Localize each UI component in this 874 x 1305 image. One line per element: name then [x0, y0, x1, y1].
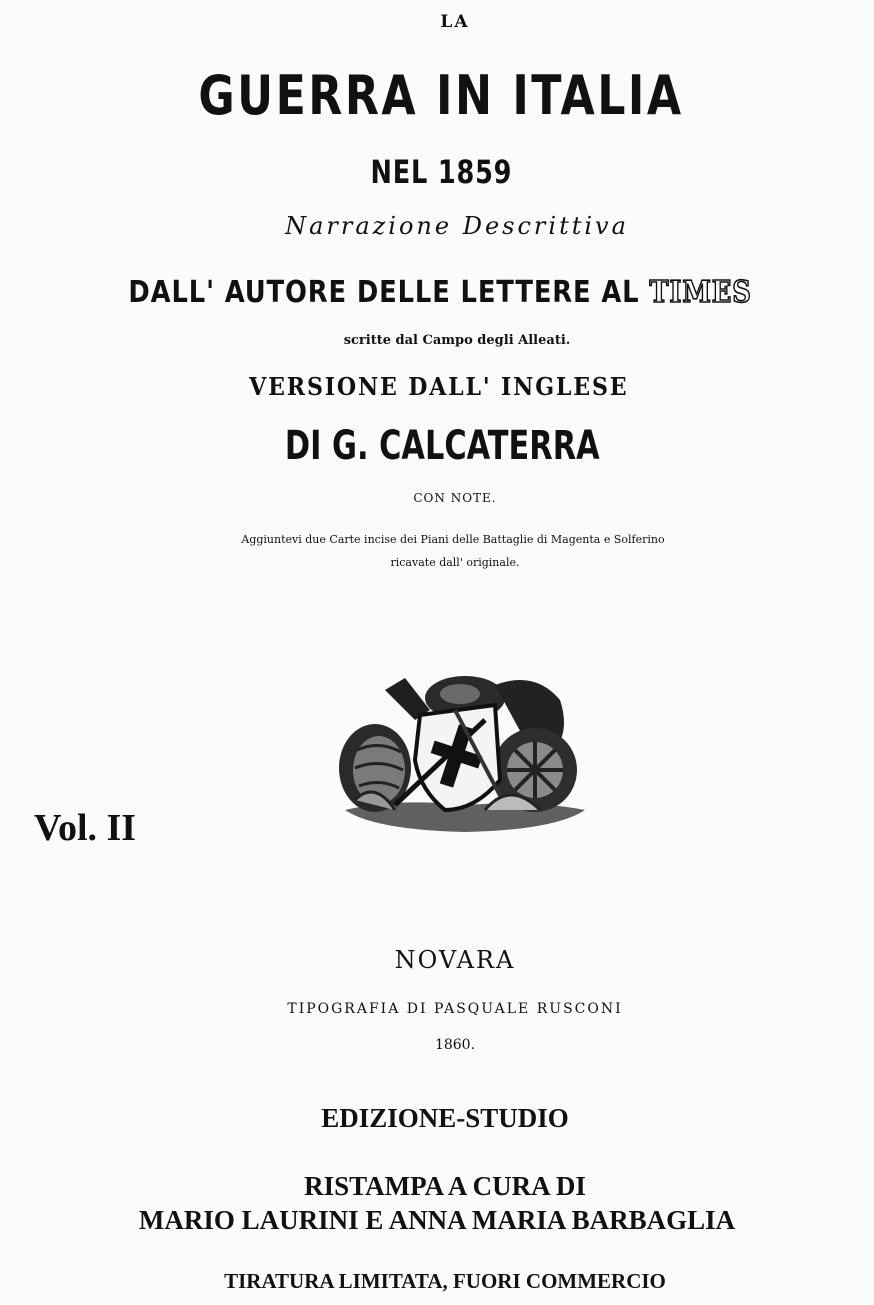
translator-line: DI G. CALCATERRA: [284, 423, 600, 469]
author-prefix: DALL' AUTORE DELLE LETTERE AL: [128, 275, 650, 310]
book-title: GUERRA IN ITALIA: [198, 64, 684, 127]
author-line: [64, 275, 816, 310]
imprint-year: 1860.: [434, 1037, 476, 1053]
limited-print-note: TIRATURA LIMITATA, FUORI COMMERCIO: [224, 1269, 666, 1293]
title-year-line: NEL 1859: [370, 153, 513, 191]
appendix-line-2: ricavate dall' originale.: [390, 556, 520, 569]
reprint-line-2: MARIO LAURINI E ANNA MARIA BARBAGLIA: [138, 1205, 736, 1235]
imprint-printer: TIPOGRAFIA DI PASQUALE RUSCONI: [287, 1001, 623, 1017]
shield-cross-emblem-icon: [335, 660, 595, 840]
author-paper: TIMES: [649, 275, 752, 310]
subtitle: Narrazione Descrittiva: [285, 212, 629, 240]
imprint-city: NOVARA: [394, 946, 516, 974]
title-article: LA: [440, 12, 470, 32]
written-from: scritte dal Campo degli Alleati.: [343, 333, 571, 348]
edition-label: EDIZIONE-STUDIO: [321, 1103, 569, 1133]
version-line: VERSIONE DALL' INGLESE: [249, 372, 629, 401]
notes-line: CON NOTE.: [413, 491, 497, 505]
volume-label: Vol. II: [34, 807, 137, 849]
appendix-line-1: Aggiuntevi due Carte incise dei Piani delle Battaglie di Magenta e Solferino: [241, 533, 665, 546]
reprint-line-1: RISTAMPA A CURA DI: [304, 1171, 586, 1201]
